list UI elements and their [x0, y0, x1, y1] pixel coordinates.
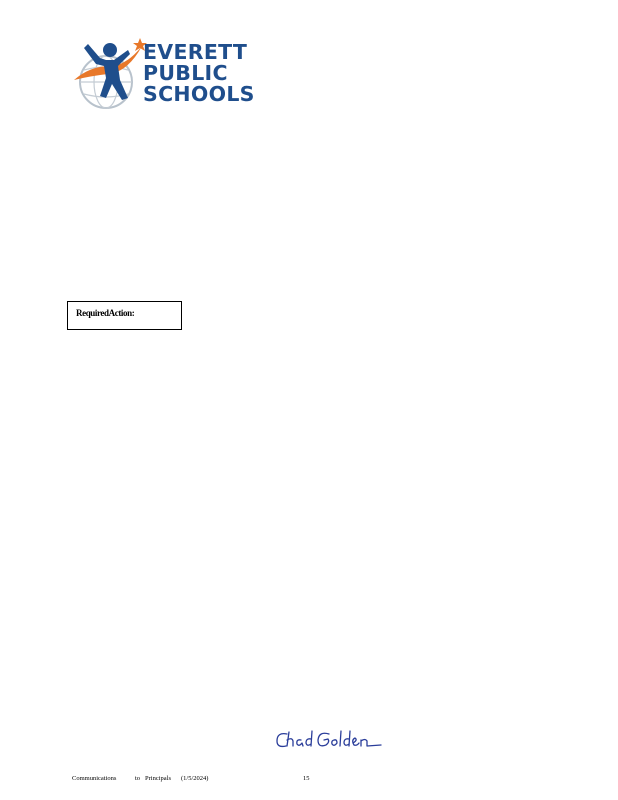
required-action-label: RequiredAction: — [76, 308, 135, 318]
logo-line-2: PUBLIC — [143, 61, 228, 85]
page-footer — [0, 775, 618, 785]
footer-page-number: 15 — [303, 775, 310, 782]
handwritten-signature — [273, 728, 385, 754]
logo-line-3: SCHOOLS — [143, 82, 255, 106]
footer-title-word-2: to — [135, 775, 141, 782]
logo-line-1: EVERETT — [143, 40, 248, 64]
footer-date: (1/5/2024) — [181, 775, 209, 782]
footer-title-word-3: Principals — [145, 775, 171, 782]
student-reaching-for-star-globe-icon — [70, 36, 148, 112]
footer-title-word-1: Communications — [72, 775, 117, 782]
district-logo — [70, 36, 255, 112]
required-action-box — [67, 301, 182, 330]
logo-wordmark — [143, 42, 253, 105]
